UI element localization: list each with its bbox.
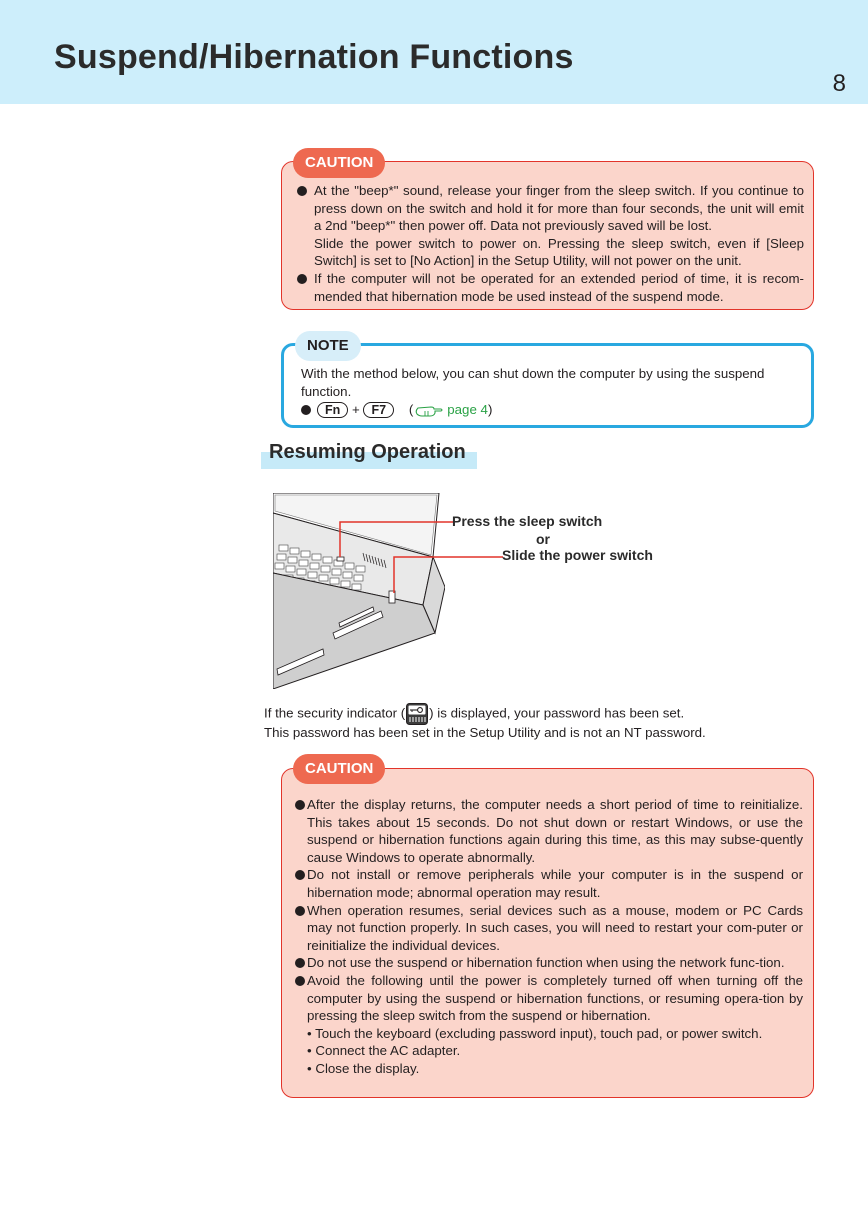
laptop-illustration [273, 493, 445, 689]
callout-lines [445, 493, 505, 573]
bullet-icon [295, 958, 305, 968]
list-item: Do not use the suspend or hibernation function when using the network func-tion. [307, 954, 803, 972]
ref-close-paren: ) [487, 402, 493, 417]
security-indicator-paragraph: If the security indicator ( ) is displayed, your password has been set. [264, 703, 684, 725]
list-item: At the "beep*" sound, release your finger from the sleep switch. If you continue to press down on the switch and hold it for more than four seconds, the unit will emit a 2nd "beep*" then power off. Data not previously saved will be lost. Slide the power switch to power on. Pressing the sleep switch, even if [Sleep Switch] is set to [No Action] in the Setup Utility, will not power on the unit. [314, 182, 804, 270]
caution-label: CAUTION [293, 754, 385, 784]
page-header [0, 0, 868, 104]
callout-power-switch: Slide the power switch [502, 547, 653, 563]
bullet-icon [297, 274, 307, 284]
list-item: After the display returns, the computer needs a short period of time to reinitialize. This takes about 15 seconds. Do not shut down or restart Windows, or use the suspend or hibernation functions again during this time, as this may subse-quently cause Windows to operate abnormally. [307, 796, 803, 866]
caution-label: CAUTION [293, 148, 385, 178]
callout-sleep-switch: Press the sleep switch [452, 513, 603, 529]
page-reference-link[interactable]: page 4 [447, 402, 488, 417]
key-f7: F7 [363, 402, 394, 418]
pointing-hand-icon [413, 402, 447, 418]
list-item: Do not install or remove peripherals while your computer is in the suspend or hibernation mode; abnormal operation may result. [307, 866, 803, 901]
note-text: With the method below, you can shut down the computer by using the suspend function. [301, 366, 765, 399]
caution-list [314, 182, 804, 305]
list-item: Avoid the following until the power is completely turned off when turning off the computer by using the suspend or hibernation functions, or resuming opera-tion by pressing the sleep switch from the suspend or hibernation. • Touch the keyboard (excluding password input), touch pad, or power switch. • Connect the AC adapter. • Close the display. [307, 972, 803, 1078]
bullet-icon [297, 186, 307, 196]
bullet-icon [295, 870, 305, 880]
list-item: If the computer will not be operated for an extended period of time, it is recom-mended that hibernation mode be used instead of the suspend mode. [314, 270, 804, 305]
key-combination [301, 401, 492, 419]
caution-list [307, 796, 803, 1078]
page-title: Suspend/Hibernation Functions [54, 38, 574, 76]
sub-list-item: • Touch the keyboard (excluding password input), touch pad, or power switch. [307, 1025, 763, 1041]
caution-box-sleep-switch [281, 154, 814, 310]
bullet-icon [301, 405, 311, 415]
callout-or: or [536, 531, 550, 547]
continuation-text: Slide the power switch to power on. Pressing the sleep switch, even if [Sleep Switch] is set to [No Action] in the Setup Utility, will not power on the unit. [314, 235, 804, 269]
key-fn: Fn [317, 402, 348, 418]
sub-list-item: • Connect the AC adapter. [307, 1043, 461, 1059]
note-box [281, 337, 814, 428]
password-paragraph: This password has been set in the Setup Utility and is not an NT password. [264, 725, 706, 740]
bullet-icon [295, 800, 305, 810]
page-number: 8 [832, 70, 846, 97]
sub-list-item: • Close the display. [307, 1060, 420, 1076]
plus-sign: + [351, 402, 360, 417]
list-item: When operation resumes, serial devices such as a mouse, modem or PC Cards may not function properly. In such cases, you will need to restart your com-puter or reinitialize the individual devices. [307, 902, 803, 955]
note-label: NOTE [295, 331, 361, 361]
bullet-icon [295, 976, 305, 986]
section-heading [261, 441, 477, 469]
security-indicator-icon [406, 703, 428, 725]
sleep-switch-icon [337, 557, 344, 561]
bullet-icon [295, 906, 305, 916]
caution-box-resume [281, 760, 814, 1098]
section-title: Resuming Operation [269, 441, 466, 463]
ref-open-paren: ( [408, 402, 414, 417]
